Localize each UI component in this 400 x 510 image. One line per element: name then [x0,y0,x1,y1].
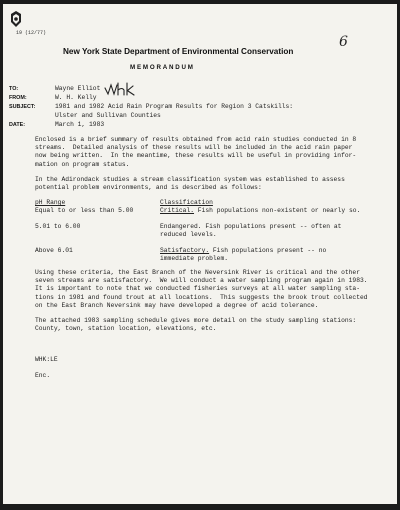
from-value: W. H. Kelly [55,94,97,101]
enclosure-note: Enc. [35,372,51,379]
subject-line-2: Ulster and Sullivan Counties [55,112,161,119]
subject-label: SUBJECT: [9,104,36,110]
ph-range-cell: Equal to or less than 5.00 [35,207,134,214]
body-paragraph-2: In the Adirondack studies a stream classification system was established to assess potential problem environments, and is described as follows: [35,176,345,192]
from-label: FROM: [9,95,27,101]
memo-page [3,4,397,504]
classification-description: Fish populations present -- often at [201,223,342,230]
ph-range-header: pH Range [35,199,66,206]
body-paragraph-1: Enclosed is a brief summary of results obtained from acid rain studies conducted in 8 streams. Detailed analysis of these results will be included in the acid rain paper now being written. In the meantime, these results will be useful in providing infor- mation on program status. [35,136,357,168]
typist-initials: WHK:LE [35,356,58,363]
classification-description-cont: immediate problem. [160,255,229,262]
body-paragraph-4: The attached 1983 sampling schedule gives more detail on the study sampling stations: County, town, station location, elevations, etc. [35,317,357,333]
classification-term: Endangered. [160,223,202,230]
document-type: MEMORANDUM [130,64,195,71]
classification-description: Fish populations non-existent or nearly so. [194,207,361,214]
classification-term: Satisfactory. [160,247,210,254]
classification-cell [160,247,326,254]
classification-cell [160,207,360,214]
page-marker: 6 [339,34,348,50]
classification-description: Fish populations present -- no [209,247,327,254]
handwritten-initials [103,79,139,99]
to-label: TO: [9,86,19,92]
agency-logo-icon [9,10,23,28]
classification-description-cont: reduced levels. [160,231,217,238]
agency-name: New York State Department of Environmental Conservation [63,47,294,56]
date-label: DATE: [9,122,26,128]
form-serial: 19 (12/77) [16,30,47,36]
ph-range-cell: Above 6.01 [35,247,73,254]
to-value: Wayne Elliot [55,85,101,92]
classification-term: Critical. [160,207,195,214]
body-paragraph-3: Using these criteria, the East Branch of the Neversink River is critical and the other seven streams are satisfactory. We will conduct a water sampling program again in 1983. It is important to note that we conducted fisheries surveys at all water sampling sta- tions in 1981 and found trout at all locations. This suggests the brook trout collected on the East Branch Neversink may have developed a degree of acid tolerance. [35,269,368,309]
classification-header: Classification [160,199,213,206]
ph-range-cell: 5.01 to 6.00 [35,223,81,230]
date-value: March 1, 1983 [55,121,105,128]
classification-cell [160,223,341,230]
subject-line-1: 1981 and 1982 Acid Rain Program Results for Region 3 Catskills: [55,103,294,110]
